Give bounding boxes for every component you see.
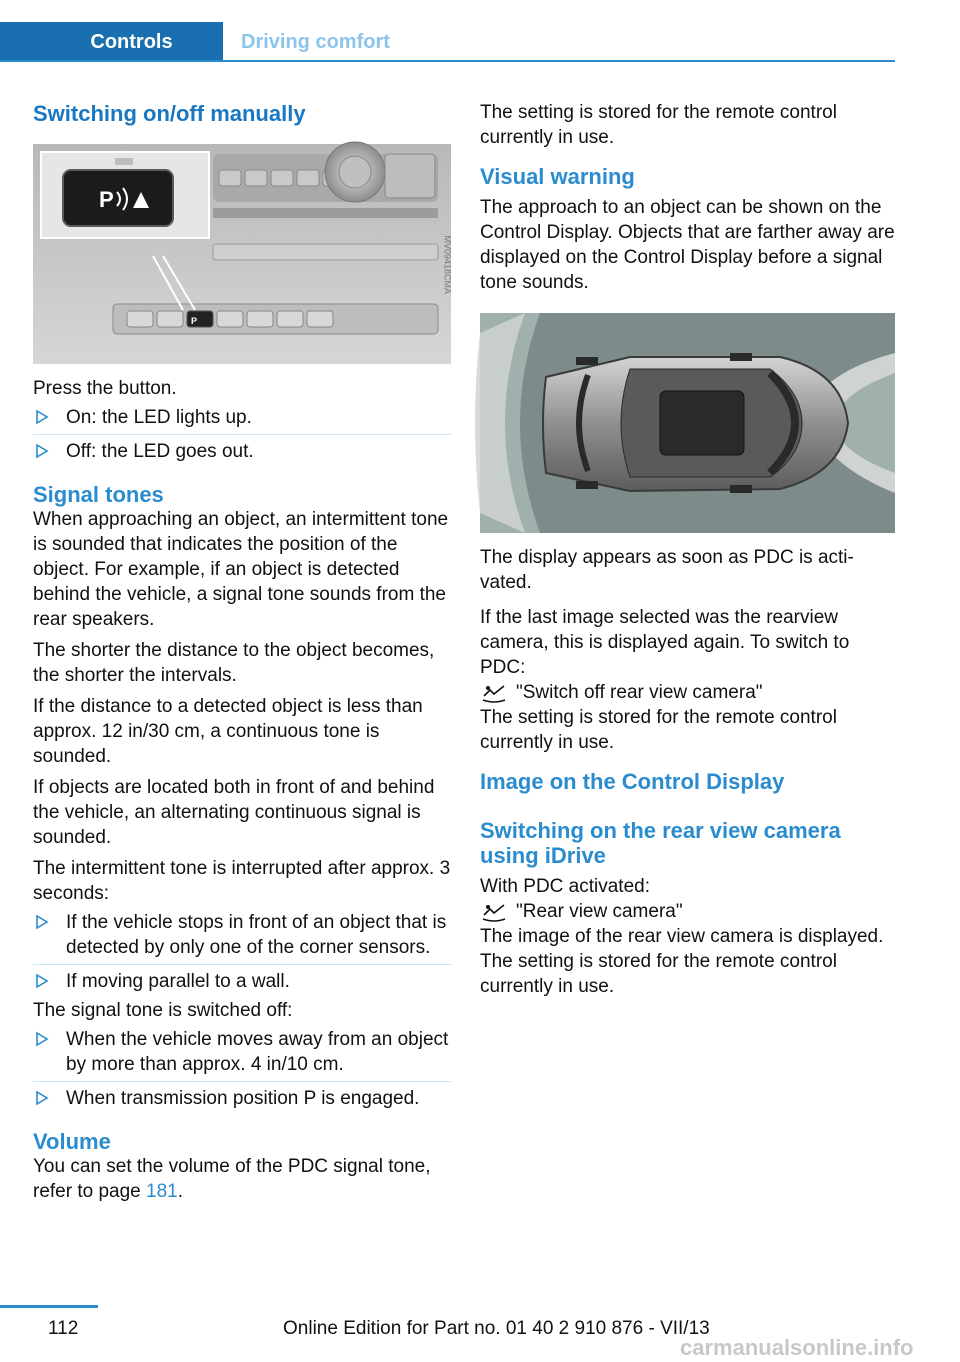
triangle-bullet-icon [35, 1088, 49, 1108]
watermark: carmanualsonline.info [680, 1335, 914, 1360]
control-display-figure [480, 313, 895, 533]
idrive-controller-icon [480, 682, 508, 704]
idrive-controller-icon [480, 901, 508, 923]
pdc-button-figure [33, 144, 451, 364]
figure-code: MV09418CMA [443, 235, 453, 294]
signal-text-3: If the distance to a detected object is less than approx. 12 in/30 cm, a continuous tone is sounded. [33, 696, 423, 767]
svg-text:P: P [191, 316, 198, 326]
signal-text-1: When approaching an object, an intermittent tone is sounded that indicates the position of the object. For example, if an object is detected behind the vehicle, a signal tone sounds from the rear speakers. [33, 509, 449, 630]
visual-warning-text: The approach to an object can be shown on the Control Display. Objects that are farther away are displayed on the Control Display before a signal tone sounds. [480, 197, 895, 293]
press-button-text: Press the button. [33, 378, 177, 399]
header-tab-driving-comfort: Driving comfort [241, 30, 390, 53]
right-column [480, 100, 895, 999]
display-appears-text: The display appears as soon as PDC is activated. [480, 547, 854, 593]
header-rule [0, 60, 895, 62]
signal-text-5: The intermittent tone is interrupted after approx. 3 seconds: [33, 858, 451, 904]
stored-text-1: The setting is stored for the remote control currently in use. [480, 102, 837, 148]
stored-text-2: The setting is stored for the remote control currently in use. [480, 707, 837, 753]
heading-visual-warning: Visual warning [480, 164, 635, 189]
volume-text: You can set the volume of the PDC signal tone, refer to page 181. [33, 1156, 431, 1202]
interrupt-list [33, 906, 451, 998]
rear-camera-image-text: The image of the rear view camera is displayed. The setting is stored for the remote control currently in use. [480, 926, 884, 997]
switched-off-intro: The signal tone is switched off: [33, 1000, 293, 1021]
page-header [0, 22, 895, 62]
list-item: If moving parallel to a wall. [33, 965, 451, 998]
onoff-list [33, 401, 451, 468]
heading-signal-tones: Signal tones [33, 482, 164, 507]
heading-switching-manually: Switching on/off manually [33, 101, 306, 126]
header-tab-controls-label: Controls [90, 30, 173, 53]
last-image-text: If the last image selected was the rearview camera, this is displayed again. To switch to PDC: [480, 607, 850, 678]
triangle-bullet-icon [35, 1029, 49, 1049]
list-item: Off: the LED goes out. [33, 435, 451, 468]
switched-off-list [33, 1023, 451, 1115]
page-number: 112 [48, 1318, 79, 1339]
signal-text-2: The shorter the distance to the object becomes, the shorter the intervals. [33, 640, 435, 686]
list-item: When the vehicle moves away from an object by more than approx. 4 in/10 cm. [33, 1023, 451, 1082]
pdc-button-illustration [33, 144, 451, 364]
page-reference-link[interactable]: 181 [146, 1181, 178, 1202]
header-tab-controls [0, 22, 223, 62]
with-pdc-text: With PDC activated: [480, 876, 650, 897]
list-item: When transmission position P is engaged. [33, 1082, 451, 1115]
svg-text:P: P [99, 187, 114, 212]
footer-rule [0, 1305, 98, 1308]
triangle-bullet-icon [35, 912, 49, 932]
heading-image-control-display: Image on the Control Display [480, 769, 785, 794]
pdc-display-illustration [480, 313, 895, 533]
edition-text: Online Edition for Part no. 01 40 2 910 876 - VII/13 [283, 1318, 710, 1339]
menu-command-switch-off-camera: "Switch off rear view camera" [480, 680, 895, 705]
triangle-bullet-icon [35, 407, 49, 427]
list-item: On: the LED lights up. [33, 401, 451, 435]
heading-volume: Volume [33, 1129, 111, 1154]
heading-switching-rear-camera: Switching on the rear view camera using iDrive [480, 818, 841, 868]
list-item: If the vehicle stops in front of an object that is detected by only one of the corner sensors. [33, 906, 451, 965]
triangle-bullet-icon [35, 441, 49, 461]
left-column [33, 100, 451, 1204]
triangle-bullet-icon [35, 971, 49, 991]
signal-text-4: If objects are located both in front of and behind the vehicle, an alternating continuous signal is sounded. [33, 777, 435, 848]
menu-command-rear-view-camera: "Rear view camera" [480, 899, 895, 924]
